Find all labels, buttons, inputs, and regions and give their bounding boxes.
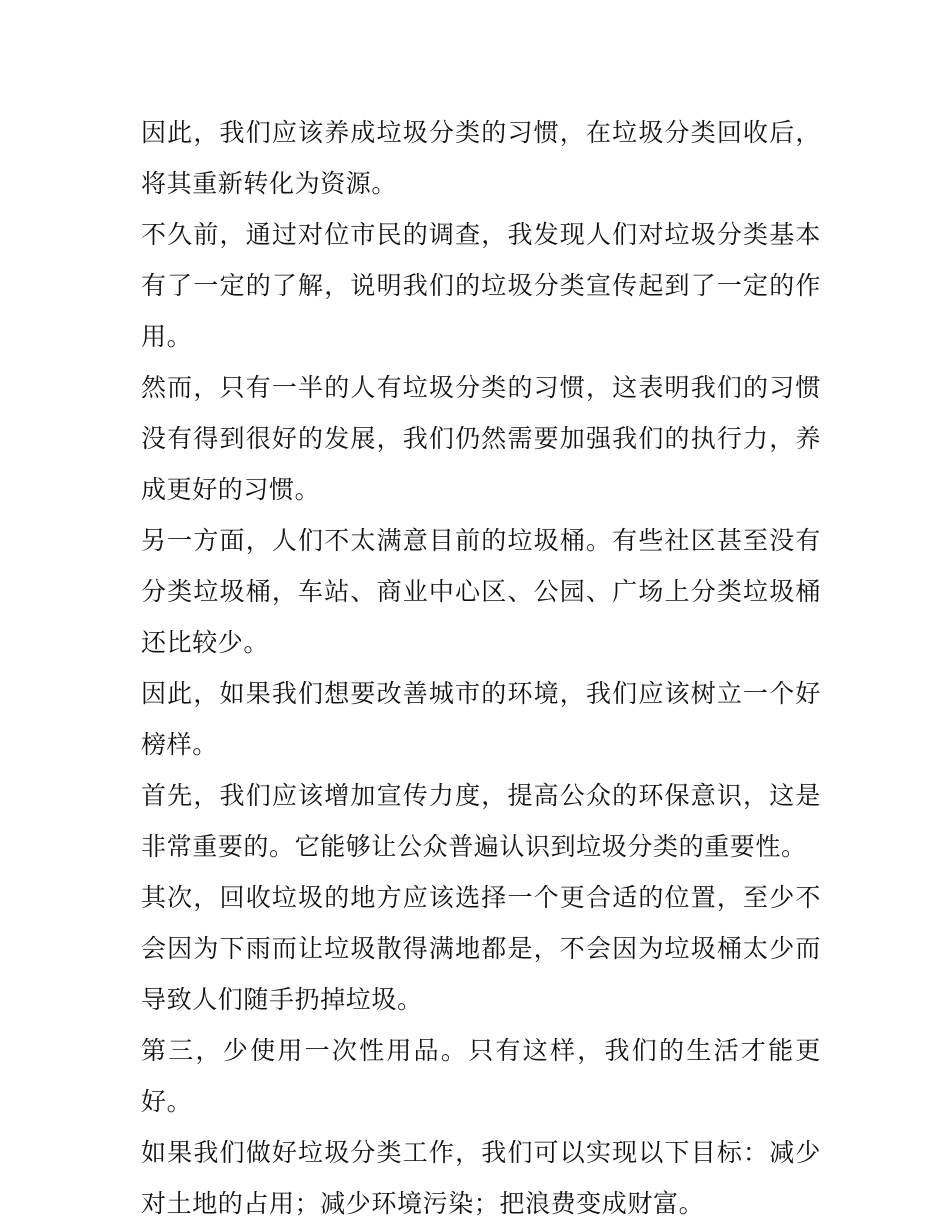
- paragraph-goals: 如果我们做好垃圾分类工作，我们可以实现以下目标：减少对土地的占用；减少环境污染；把浪费变成财富。: [141, 1138, 821, 1218]
- paragraph-first-publicity: 首先，我们应该增加宣传力度，提高公众的环保意识，这是非常重要的。它能够让公众普遍认识到垃圾分类的重要性。: [141, 781, 821, 861]
- paragraph-third-disposables: 第三，少使用一次性用品。只有这样，我们的生活才能更好。: [141, 1036, 821, 1116]
- paragraph-trash-bins: 另一方面，人们不太满意目前的垃圾桶。有些社区甚至没有分类垃圾桶，车站、商业中心区、公园、广场上分类垃圾桶还比较少。: [141, 526, 821, 657]
- paragraph-survey: 不久前，通过对位市民的调查，我发现人们对垃圾分类基本有了一定的了解，说明我们的垃圾分类宣传起到了一定的作用。: [141, 220, 821, 351]
- paragraph-conclusion-habit: 因此，我们应该养成垃圾分类的习惯，在垃圾分类回收后，将其重新转化为资源。: [141, 118, 821, 198]
- document-body: [141, 107, 821, 1229]
- paragraph-role-model: 因此，如果我们想要改善城市的环境，我们应该树立一个好榜样。: [141, 679, 821, 759]
- paragraph-half-habit: 然而，只有一半的人有垃圾分类的习惯，这表明我们的习惯没有得到很好的发展，我们仍然需要加强我们的执行力，养成更好的习惯。: [141, 373, 821, 504]
- paragraph-second-location: 其次，回收垃圾的地方应该选择一个更合适的位置，至少不会因为下雨而让垃圾散得满地都是，不会因为垃圾桶太少而导致人们随手扔掉垃圾。: [141, 883, 821, 1014]
